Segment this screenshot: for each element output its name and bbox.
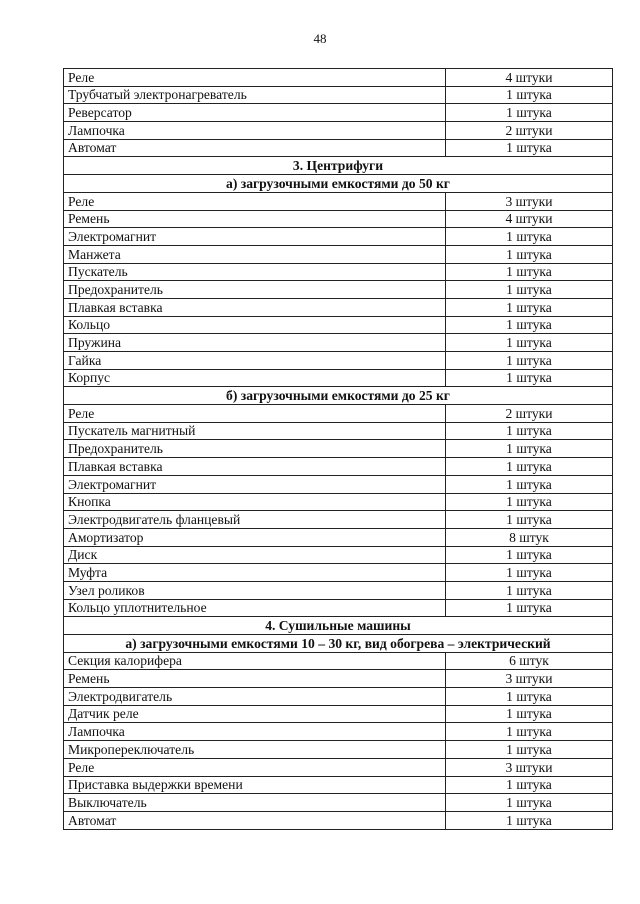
part-quantity: 1 штука xyxy=(446,369,613,387)
table-row xyxy=(64,69,613,87)
part-name: Электромагнит xyxy=(64,475,446,493)
part-name: Автомат xyxy=(64,139,446,157)
part-name: Диск xyxy=(64,546,446,564)
section-header: 3. Центрифуги xyxy=(64,157,613,175)
table-row xyxy=(64,776,613,794)
table-row xyxy=(64,493,613,511)
table-row xyxy=(64,228,613,246)
part-name: Ремень xyxy=(64,670,446,688)
table-row xyxy=(64,458,613,476)
part-name: Реле xyxy=(64,405,446,423)
part-quantity: 1 штука xyxy=(446,458,613,476)
part-name: Трубчатый электронагреватель xyxy=(64,86,446,104)
part-name: Кольцо xyxy=(64,316,446,334)
part-quantity: 4 штуки xyxy=(446,210,613,228)
table-row xyxy=(64,564,613,582)
part-quantity: 1 штука xyxy=(446,741,613,759)
part-name: Пружина xyxy=(64,334,446,352)
table-row xyxy=(64,422,613,440)
table-row xyxy=(64,352,613,370)
part-name: Электродвигатель фланцевый xyxy=(64,511,446,529)
part-quantity: 1 штука xyxy=(446,316,613,334)
table-row xyxy=(64,599,613,617)
part-quantity: 1 штука xyxy=(446,440,613,458)
part-quantity: 1 штука xyxy=(446,263,613,281)
table-row xyxy=(64,298,613,316)
table-row xyxy=(64,511,613,529)
table-row xyxy=(64,405,613,423)
table-row xyxy=(64,670,613,688)
part-name: Ремень xyxy=(64,210,446,228)
part-quantity: 1 штука xyxy=(446,811,613,829)
part-name: Лампочка xyxy=(64,122,446,140)
table-row xyxy=(64,281,613,299)
section-header: 4. Сушильные машины xyxy=(64,617,613,635)
section-header-row xyxy=(64,617,613,635)
part-quantity: 1 штука xyxy=(446,581,613,599)
part-name: Муфта xyxy=(64,564,446,582)
part-quantity: 1 штука xyxy=(446,599,613,617)
section-header-row xyxy=(64,157,613,175)
parts-table-body xyxy=(64,69,613,830)
part-quantity: 1 штука xyxy=(446,298,613,316)
part-quantity: 1 штука xyxy=(446,546,613,564)
table-row xyxy=(64,139,613,157)
part-name: Плавкая вставка xyxy=(64,298,446,316)
section-header-row xyxy=(64,175,613,193)
part-quantity: 1 штука xyxy=(446,688,613,706)
parts-table xyxy=(63,68,613,830)
table-row xyxy=(64,705,613,723)
table-row xyxy=(64,104,613,122)
part-name: Электромагнит xyxy=(64,228,446,246)
part-quantity: 1 штука xyxy=(446,86,613,104)
part-quantity: 1 штука xyxy=(446,493,613,511)
table-row xyxy=(64,440,613,458)
part-name: Предохранитель xyxy=(64,440,446,458)
part-name: Датчик реле xyxy=(64,705,446,723)
part-quantity: 3 штуки xyxy=(446,758,613,776)
part-quantity: 1 штука xyxy=(446,723,613,741)
part-name: Узел роликов xyxy=(64,581,446,599)
table-row xyxy=(64,723,613,741)
part-name: Пускатель магнитный xyxy=(64,422,446,440)
part-quantity: 1 штука xyxy=(446,281,613,299)
section-header-row xyxy=(64,635,613,653)
table-row xyxy=(64,581,613,599)
part-quantity: 4 штуки xyxy=(446,69,613,87)
table-row xyxy=(64,210,613,228)
part-name: Амортизатор xyxy=(64,528,446,546)
part-quantity: 1 штука xyxy=(446,245,613,263)
part-name: Выключатель xyxy=(64,794,446,812)
part-quantity: 1 штука xyxy=(446,139,613,157)
part-quantity: 1 штука xyxy=(446,794,613,812)
table-row xyxy=(64,122,613,140)
table-row xyxy=(64,528,613,546)
part-name: Реле xyxy=(64,192,446,210)
table-row xyxy=(64,688,613,706)
table-row xyxy=(64,192,613,210)
table-row xyxy=(64,334,613,352)
part-quantity: 1 штука xyxy=(446,422,613,440)
part-name: Автомат xyxy=(64,811,446,829)
part-quantity: 1 штука xyxy=(446,776,613,794)
part-quantity: 3 штуки xyxy=(446,670,613,688)
part-quantity: 1 штука xyxy=(446,352,613,370)
part-name: Реле xyxy=(64,69,446,87)
table-row xyxy=(64,369,613,387)
part-name: Электродвигатель xyxy=(64,688,446,706)
part-name: Гайка xyxy=(64,352,446,370)
table-row xyxy=(64,86,613,104)
part-name: Кольцо уплотнительное xyxy=(64,599,446,617)
table-row xyxy=(64,794,613,812)
table-row xyxy=(64,652,613,670)
part-name: Лампочка xyxy=(64,723,446,741)
part-name: Приставка выдержки времени xyxy=(64,776,446,794)
part-quantity: 3 штуки xyxy=(446,192,613,210)
part-name: Реле xyxy=(64,758,446,776)
part-quantity: 1 штука xyxy=(446,705,613,723)
part-quantity: 6 штук xyxy=(446,652,613,670)
table-row xyxy=(64,811,613,829)
part-name: Секция калорифера xyxy=(64,652,446,670)
section-header: а) загрузочными емкостями до 50 кг xyxy=(64,175,613,193)
part-quantity: 2 штуки xyxy=(446,405,613,423)
part-quantity: 1 штука xyxy=(446,104,613,122)
part-name: Манжета xyxy=(64,245,446,263)
part-quantity: 1 штука xyxy=(446,511,613,529)
part-name: Плавкая вставка xyxy=(64,458,446,476)
part-name: Предохранитель xyxy=(64,281,446,299)
table-row xyxy=(64,263,613,281)
part-quantity: 1 штука xyxy=(446,475,613,493)
part-name: Микропереключатель xyxy=(64,741,446,759)
table-row xyxy=(64,546,613,564)
table-row xyxy=(64,758,613,776)
part-name: Реверсатор xyxy=(64,104,446,122)
table-row xyxy=(64,741,613,759)
table-row xyxy=(64,245,613,263)
part-name: Корпус xyxy=(64,369,446,387)
section-header: б) загрузочными емкостями до 25 кг xyxy=(64,387,613,405)
part-name: Кнопка xyxy=(64,493,446,511)
part-quantity: 8 штук xyxy=(446,528,613,546)
section-header-row xyxy=(64,387,613,405)
table-row xyxy=(64,316,613,334)
table-row xyxy=(64,475,613,493)
section-header: а) загрузочными емкостями 10 – 30 кг, вид обогрева – электрический xyxy=(64,635,613,653)
page-number: 48 xyxy=(313,31,327,46)
part-quantity: 1 штука xyxy=(446,564,613,582)
part-quantity: 1 штука xyxy=(446,334,613,352)
part-name: Пускатель xyxy=(64,263,446,281)
part-quantity: 2 штуки xyxy=(446,122,613,140)
part-quantity: 1 штука xyxy=(446,228,613,246)
